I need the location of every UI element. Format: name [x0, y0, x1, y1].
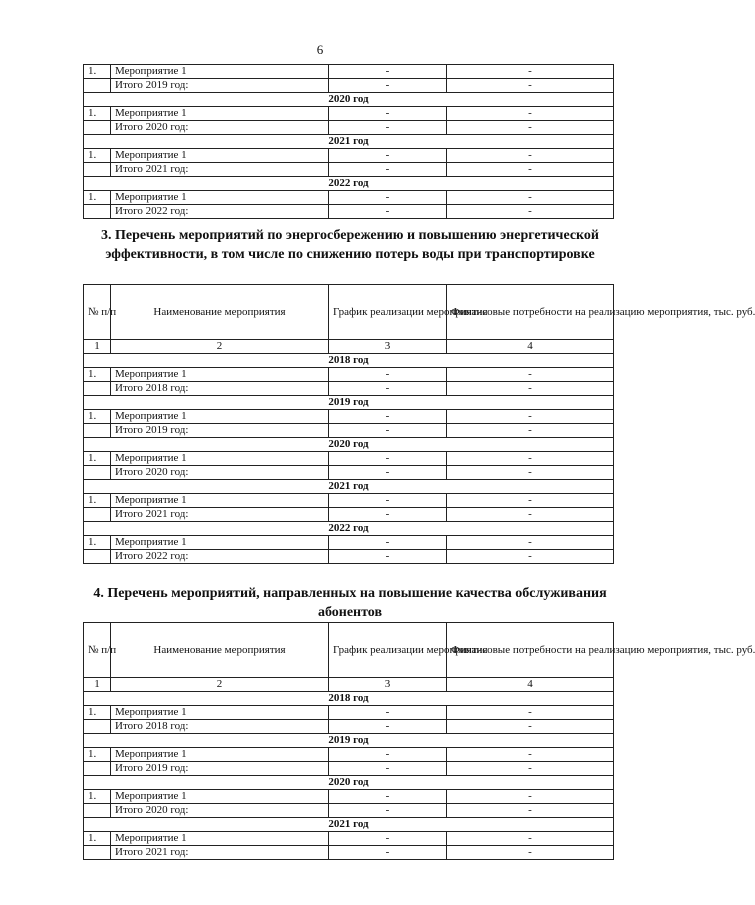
- finance-value: -: [447, 205, 614, 219]
- row-number: [84, 79, 111, 93]
- finance-value: -: [447, 790, 614, 804]
- event-name: Итого 2020 год:: [111, 804, 329, 818]
- finance-value: -: [447, 79, 614, 93]
- table-row: [84, 508, 614, 522]
- table-row: [84, 720, 614, 734]
- finance-value: -: [447, 494, 614, 508]
- table-header-row: [84, 623, 614, 678]
- row-number: 1.: [84, 706, 111, 720]
- table-row: [84, 410, 614, 424]
- schedule-value: -: [329, 382, 447, 396]
- finance-value: -: [447, 508, 614, 522]
- table-row: [84, 846, 614, 860]
- schedule-value: -: [329, 720, 447, 734]
- table-row: [84, 748, 614, 762]
- schedule-value: -: [329, 79, 447, 93]
- year-label: 2022 год: [84, 177, 614, 191]
- row-number: 1.: [84, 832, 111, 846]
- schedule-value: -: [329, 706, 447, 720]
- schedule-value: -: [329, 163, 447, 177]
- row-number: [84, 424, 111, 438]
- schedule-value: -: [329, 410, 447, 424]
- col-index: 2: [111, 678, 329, 692]
- year-row: [84, 93, 614, 107]
- column-index-row: [84, 678, 614, 692]
- col-index: 4: [447, 340, 614, 354]
- table-section-3: [83, 284, 755, 564]
- header-name: Наименование мероприятия: [111, 623, 329, 678]
- row-number: [84, 466, 111, 480]
- header-num: № п/п: [84, 285, 111, 340]
- row-number: [84, 846, 111, 860]
- finance-value: -: [447, 452, 614, 466]
- finance-value: -: [447, 846, 614, 860]
- table-section-4: [83, 622, 755, 860]
- table-row: [84, 121, 614, 135]
- event-name: Мероприятие 1: [111, 65, 329, 79]
- col-index: 3: [329, 340, 447, 354]
- row-number: 1.: [84, 107, 111, 121]
- row-number: [84, 382, 111, 396]
- col-index: 3: [329, 678, 447, 692]
- event-name: Мероприятие 1: [111, 706, 329, 720]
- finance-value: -: [447, 706, 614, 720]
- table-row: [84, 790, 614, 804]
- year-row: [84, 135, 614, 149]
- finance-value: -: [447, 424, 614, 438]
- table-row: [84, 804, 614, 818]
- finance-value: -: [447, 191, 614, 205]
- year-label: 2020 год: [84, 776, 614, 790]
- schedule-value: -: [329, 121, 447, 135]
- finance-value: -: [447, 720, 614, 734]
- table-row: [84, 79, 614, 93]
- schedule-value: -: [329, 149, 447, 163]
- schedule-value: -: [329, 65, 447, 79]
- event-name: Итого 2018 год:: [111, 720, 329, 734]
- year-row: [84, 734, 614, 748]
- schedule-value: -: [329, 466, 447, 480]
- table-row: [84, 536, 614, 550]
- table-row: [84, 163, 614, 177]
- finance-value: -: [447, 382, 614, 396]
- finance-value: -: [447, 536, 614, 550]
- finance-value: -: [447, 368, 614, 382]
- col-index: 1: [84, 340, 111, 354]
- table-row: [84, 706, 614, 720]
- finance-value: -: [447, 804, 614, 818]
- year-label: 2018 год: [84, 692, 614, 706]
- header-finance: Финансовые потребности на реализацию мероприятия, тыс. руб.: [447, 285, 614, 340]
- event-name: Мероприятие 1: [111, 832, 329, 846]
- year-row: [84, 177, 614, 191]
- schedule-value: -: [329, 550, 447, 564]
- header-finance: Финансовые потребности на реализацию мероприятия, тыс. руб.: [447, 623, 614, 678]
- year-row: [84, 692, 614, 706]
- year-row: [84, 480, 614, 494]
- row-number: 1.: [84, 748, 111, 762]
- schedule-value: -: [329, 832, 447, 846]
- finance-value: -: [447, 163, 614, 177]
- row-number: [84, 550, 111, 564]
- table-row: [84, 191, 614, 205]
- schedule-value: -: [329, 191, 447, 205]
- row-number: 1.: [84, 494, 111, 508]
- finance-value: -: [447, 107, 614, 121]
- event-name: Итого 2020 год:: [111, 121, 329, 135]
- year-row: [84, 438, 614, 452]
- col-index: 4: [447, 678, 614, 692]
- row-number: [84, 508, 111, 522]
- schedule-value: -: [329, 846, 447, 860]
- year-row: [84, 776, 614, 790]
- event-name: Мероприятие 1: [111, 536, 329, 550]
- table-row: [84, 149, 614, 163]
- event-name: Итого 2020 год:: [111, 466, 329, 480]
- row-number: [84, 121, 111, 135]
- row-number: 1.: [84, 790, 111, 804]
- event-name: Итого 2019 год:: [111, 762, 329, 776]
- section-4-title: 4. Перечень мероприятий, направленных на повышение качества обслуживания абонентов: [93, 586, 607, 620]
- finance-value: -: [447, 410, 614, 424]
- event-name: Итого 2022 год:: [111, 205, 329, 219]
- header-name: Наименование мероприятия: [111, 285, 329, 340]
- schedule-value: -: [329, 762, 447, 776]
- event-name: Мероприятие 1: [111, 191, 329, 205]
- schedule-value: -: [329, 508, 447, 522]
- table-row: [84, 205, 614, 219]
- row-number: [84, 804, 111, 818]
- header-schedule: График реализации мероприятия: [329, 285, 447, 340]
- year-label: 2020 год: [84, 93, 614, 107]
- event-name: Мероприятие 1: [111, 410, 329, 424]
- year-label: 2021 год: [84, 135, 614, 149]
- row-number: 1.: [84, 410, 111, 424]
- event-name: Итого 2021 год:: [111, 163, 329, 177]
- table-header-row: [84, 285, 614, 340]
- schedule-value: -: [329, 424, 447, 438]
- col-index: 2: [111, 340, 329, 354]
- table-row: [84, 368, 614, 382]
- schedule-value: -: [329, 790, 447, 804]
- event-name: Итого 2019 год:: [111, 424, 329, 438]
- table-row: [84, 832, 614, 846]
- row-number: 1.: [84, 149, 111, 163]
- table-row: [84, 107, 614, 121]
- table-row: [84, 424, 614, 438]
- row-number: 1.: [84, 65, 111, 79]
- event-name: Итого 2021 год:: [111, 508, 329, 522]
- table-row: [84, 65, 614, 79]
- col-index: 1: [84, 678, 111, 692]
- row-number: 1.: [84, 368, 111, 382]
- event-name: Мероприятие 1: [111, 748, 329, 762]
- event-name: Мероприятие 1: [111, 149, 329, 163]
- table-continuation: [83, 64, 614, 219]
- row-number: [84, 205, 111, 219]
- finance-value: -: [447, 121, 614, 135]
- schedule-value: -: [329, 368, 447, 382]
- event-name: Мероприятие 1: [111, 452, 329, 466]
- year-label: 2019 год: [84, 396, 614, 410]
- row-number: [84, 762, 111, 776]
- header-num: № п/п: [84, 623, 111, 678]
- year-row: [84, 354, 614, 368]
- header-schedule: График реализации мероприятия: [329, 623, 447, 678]
- row-number: [84, 163, 111, 177]
- finance-value: -: [447, 762, 614, 776]
- event-name: Мероприятие 1: [111, 790, 329, 804]
- row-number: 1.: [84, 191, 111, 205]
- event-name: Мероприятие 1: [111, 107, 329, 121]
- schedule-value: -: [329, 494, 447, 508]
- year-row: [84, 522, 614, 536]
- year-label: 2022 год: [84, 522, 614, 536]
- year-row: [84, 396, 614, 410]
- row-number: 1.: [84, 452, 111, 466]
- table-row: [84, 494, 614, 508]
- schedule-value: -: [329, 536, 447, 550]
- column-index-row: [84, 340, 614, 354]
- event-name: Итого 2018 год:: [111, 382, 329, 396]
- schedule-value: -: [329, 452, 447, 466]
- year-label: 2021 год: [84, 818, 614, 832]
- year-label: 2018 год: [84, 354, 614, 368]
- year-label: 2020 год: [84, 438, 614, 452]
- event-name: Итого 2019 год:: [111, 79, 329, 93]
- page-number: 6: [316, 42, 324, 57]
- finance-value: -: [447, 149, 614, 163]
- year-row: [84, 818, 614, 832]
- row-number: [84, 720, 111, 734]
- row-number: 1.: [84, 536, 111, 550]
- finance-value: -: [447, 832, 614, 846]
- finance-value: -: [447, 65, 614, 79]
- table-row: [84, 762, 614, 776]
- table-row: [84, 550, 614, 564]
- year-label: 2019 год: [84, 734, 614, 748]
- section-3-title: 3. Перечень мероприятий по энергосбережению и повышению энергетической эффективности, в том числе по снижению потерь воды при транспортировке: [100, 228, 600, 262]
- table-row: [84, 466, 614, 480]
- schedule-value: -: [329, 804, 447, 818]
- event-name: Мероприятие 1: [111, 494, 329, 508]
- year-label: 2021 год: [84, 480, 614, 494]
- table-row: [84, 382, 614, 396]
- finance-value: -: [447, 466, 614, 480]
- event-name: Мероприятие 1: [111, 368, 329, 382]
- schedule-value: -: [329, 205, 447, 219]
- finance-value: -: [447, 748, 614, 762]
- schedule-value: -: [329, 748, 447, 762]
- event-name: Итого 2021 год:: [111, 846, 329, 860]
- finance-value: -: [447, 550, 614, 564]
- event-name: Итого 2022 год:: [111, 550, 329, 564]
- schedule-value: -: [329, 107, 447, 121]
- table-row: [84, 452, 614, 466]
